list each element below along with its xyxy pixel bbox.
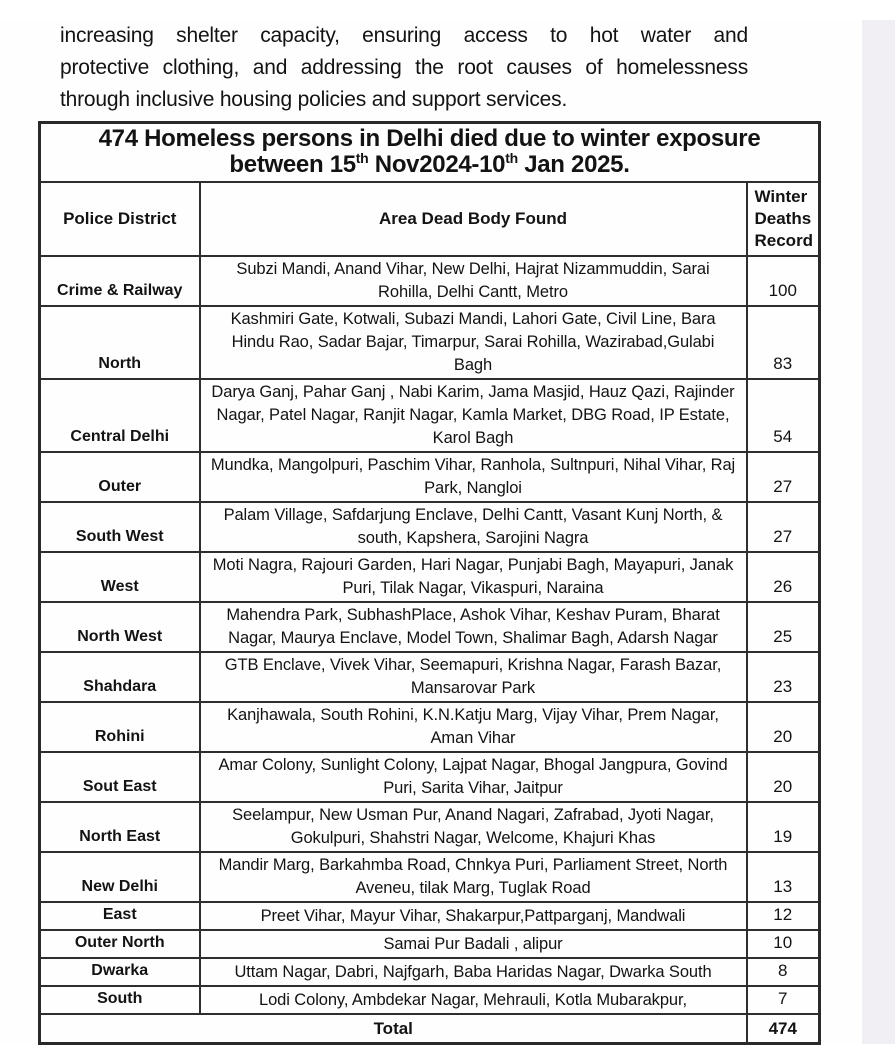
area-cell: GTB Enclave, Vivek Vihar, Seemapuri, Krishna Nagar, Farash Bazar, Mansarovar Park <box>200 652 747 702</box>
table-row <box>40 702 820 752</box>
area-cell: Mahendra Park, SubhashPlace, Ashok Vihar, Keshav Puram, Bharat Nagar, Maurya Enclave, Model Town, Shalimar Bagh, Adarsh Nagar <box>200 602 747 652</box>
table-row <box>40 256 820 306</box>
deaths-count-cell: 25 <box>747 602 820 652</box>
district-cell: North <box>40 306 200 379</box>
district-cell: New Delhi <box>40 852 200 902</box>
winter-deaths-table <box>38 121 821 1045</box>
deaths-count-cell: 19 <box>747 802 820 852</box>
total-value-cell: 474 <box>747 1014 820 1044</box>
area-cell: Darya Ganj, Pahar Ganj , Nabi Karim, Jama Masjid, Hauz Qazi, Rajinder Nagar, Patel Nagar, Ranjit Nagar, Kamla Market, DBG Road, IP Estate, Karol Bagh <box>200 379 747 452</box>
district-cell: West <box>40 552 200 602</box>
area-cell: Uttam Nagar, Dabri, Najfgarh, Baba Haridas Nagar, Dwarka South <box>200 958 747 986</box>
table-row <box>40 902 820 930</box>
table-row <box>40 958 820 986</box>
district-cell: South West <box>40 502 200 552</box>
area-cell: Amar Colony, Sunlight Colony, Lajpat Nagar, Bhogal Jangpura, Govind Puri, Sarita Vihar, Jaitpur <box>200 752 747 802</box>
area-cell: Moti Nagra, Rajouri Garden, Hari Nagar, Punjabi Bagh, Mayapuri, Janak Puri, Tilak Nagar, Vikaspuri, Naraina <box>200 552 747 602</box>
district-cell: Sout East <box>40 752 200 802</box>
district-cell: North East <box>40 802 200 852</box>
deaths-count-cell: 20 <box>747 752 820 802</box>
district-cell: South <box>40 986 200 1014</box>
ordinal-superscript: th <box>355 150 369 166</box>
table-row <box>40 379 820 452</box>
deaths-count-cell: 54 <box>747 379 820 452</box>
area-cell: Lodi Colony, Ambdekar Nagar, Mehrauli, Kotla Mubarakpur, <box>200 986 747 1014</box>
district-cell: East <box>40 902 200 930</box>
column-header-area: Area Dead Body Found <box>200 182 747 256</box>
district-cell: Shahdara <box>40 652 200 702</box>
area-cell: Palam Village, Safdarjung Enclave, Delhi Cantt, Vasant Kunj North, & south, Kapshera, Sarojini Nagra <box>200 502 747 552</box>
deaths-count-cell: 27 <box>747 452 820 502</box>
area-cell: Kanjhawala, South Rohini, K.N.Katju Marg, Vijay Vihar, Prem Nagar, Aman Vihar <box>200 702 747 752</box>
area-cell: Kashmiri Gate, Kotwali, Subazi Mandi, Lahori Gate, Civil Line, Bara Hindu Rao, Sadar Bajar, Timarpur, Sarai Rohilla, Wazirabad,Gulabi Bagh <box>200 306 747 379</box>
district-cell: Outer North <box>40 930 200 958</box>
deaths-count-cell: 26 <box>747 552 820 602</box>
table-title <box>40 123 820 183</box>
page-right-edge-strip <box>862 20 895 1044</box>
table-title-line2: between 15th Nov2024-10th Jan 2025. <box>229 150 630 178</box>
area-cell: Subzi Mandi, Anand Vihar, New Delhi, Hajrat Nizammuddin, Sarai Rohilla, Delhi Cantt, Metro <box>200 256 747 306</box>
deaths-count-cell: 83 <box>747 306 820 379</box>
deaths-count-cell: 10 <box>747 930 820 958</box>
intro-line: through inclusive housing policies and support services. <box>60 88 568 111</box>
table-row <box>40 452 820 502</box>
table-row <box>40 852 820 902</box>
table-row <box>40 802 820 852</box>
deaths-count-cell: 23 <box>747 652 820 702</box>
table-row <box>40 752 820 802</box>
document-page <box>0 20 895 1044</box>
column-header-police-district: Police District <box>40 182 200 256</box>
district-cell: North West <box>40 602 200 652</box>
header-row <box>40 182 820 256</box>
table-title-line1: 474 Homeless persons in Delhi died due to winter exposure <box>98 125 761 152</box>
area-cell: Preet Vihar, Mayur Vihar, Shakarpur,Pattparganj, Mandwali <box>200 902 747 930</box>
table-title-row <box>40 123 820 183</box>
table-row <box>40 306 820 379</box>
intro-line: increasing shelter capacity, ensuring access to hot water and <box>60 24 748 47</box>
area-cell: Mandir Marg, Barkahmba Road, Chnkya Puri, Parliament Street, North Aveneu, tilak Marg, Tuglak Road <box>200 852 747 902</box>
deaths-count-cell: 7 <box>747 986 820 1014</box>
district-cell: Rohini <box>40 702 200 752</box>
total-label-cell: Total <box>40 1014 747 1044</box>
table-row <box>40 652 820 702</box>
district-cell: Dwarka <box>40 958 200 986</box>
deaths-count-cell: 27 <box>747 502 820 552</box>
deaths-count-cell: 100 <box>747 256 820 306</box>
district-cell: Crime & Railway <box>40 256 200 306</box>
intro-paragraph <box>60 20 748 116</box>
deaths-count-cell: 12 <box>747 902 820 930</box>
deaths-count-cell: 13 <box>747 852 820 902</box>
ordinal-superscript: th <box>505 150 518 166</box>
table-row <box>40 602 820 652</box>
table-row <box>40 552 820 602</box>
district-cell: Central Delhi <box>40 379 200 452</box>
deaths-count-cell: 8 <box>747 958 820 986</box>
deaths-count-cell: 20 <box>747 702 820 752</box>
area-cell: Mundka, Mangolpuri, Paschim Vihar, Ranhola, Sultnpuri, Nihal Vihar, Raj Park, Nangloi <box>200 452 747 502</box>
area-cell: Samai Pur Badali , alipur <box>200 930 747 958</box>
total-row <box>40 1014 820 1044</box>
table-row <box>40 502 820 552</box>
intro-line: protective clothing, and addressing the root causes of homelessness <box>60 56 748 79</box>
table-row <box>40 986 820 1014</box>
area-cell: Seelampur, New Usman Pur, Anand Nagari, Zafrabad, Jyoti Nagar, Gokulpuri, Shahstri Nagar, Welcome, Khajuri Khas <box>200 802 747 852</box>
district-cell: Outer <box>40 452 200 502</box>
column-header-winter-deaths: Winter Deaths Record <box>747 182 820 256</box>
table-row <box>40 930 820 958</box>
